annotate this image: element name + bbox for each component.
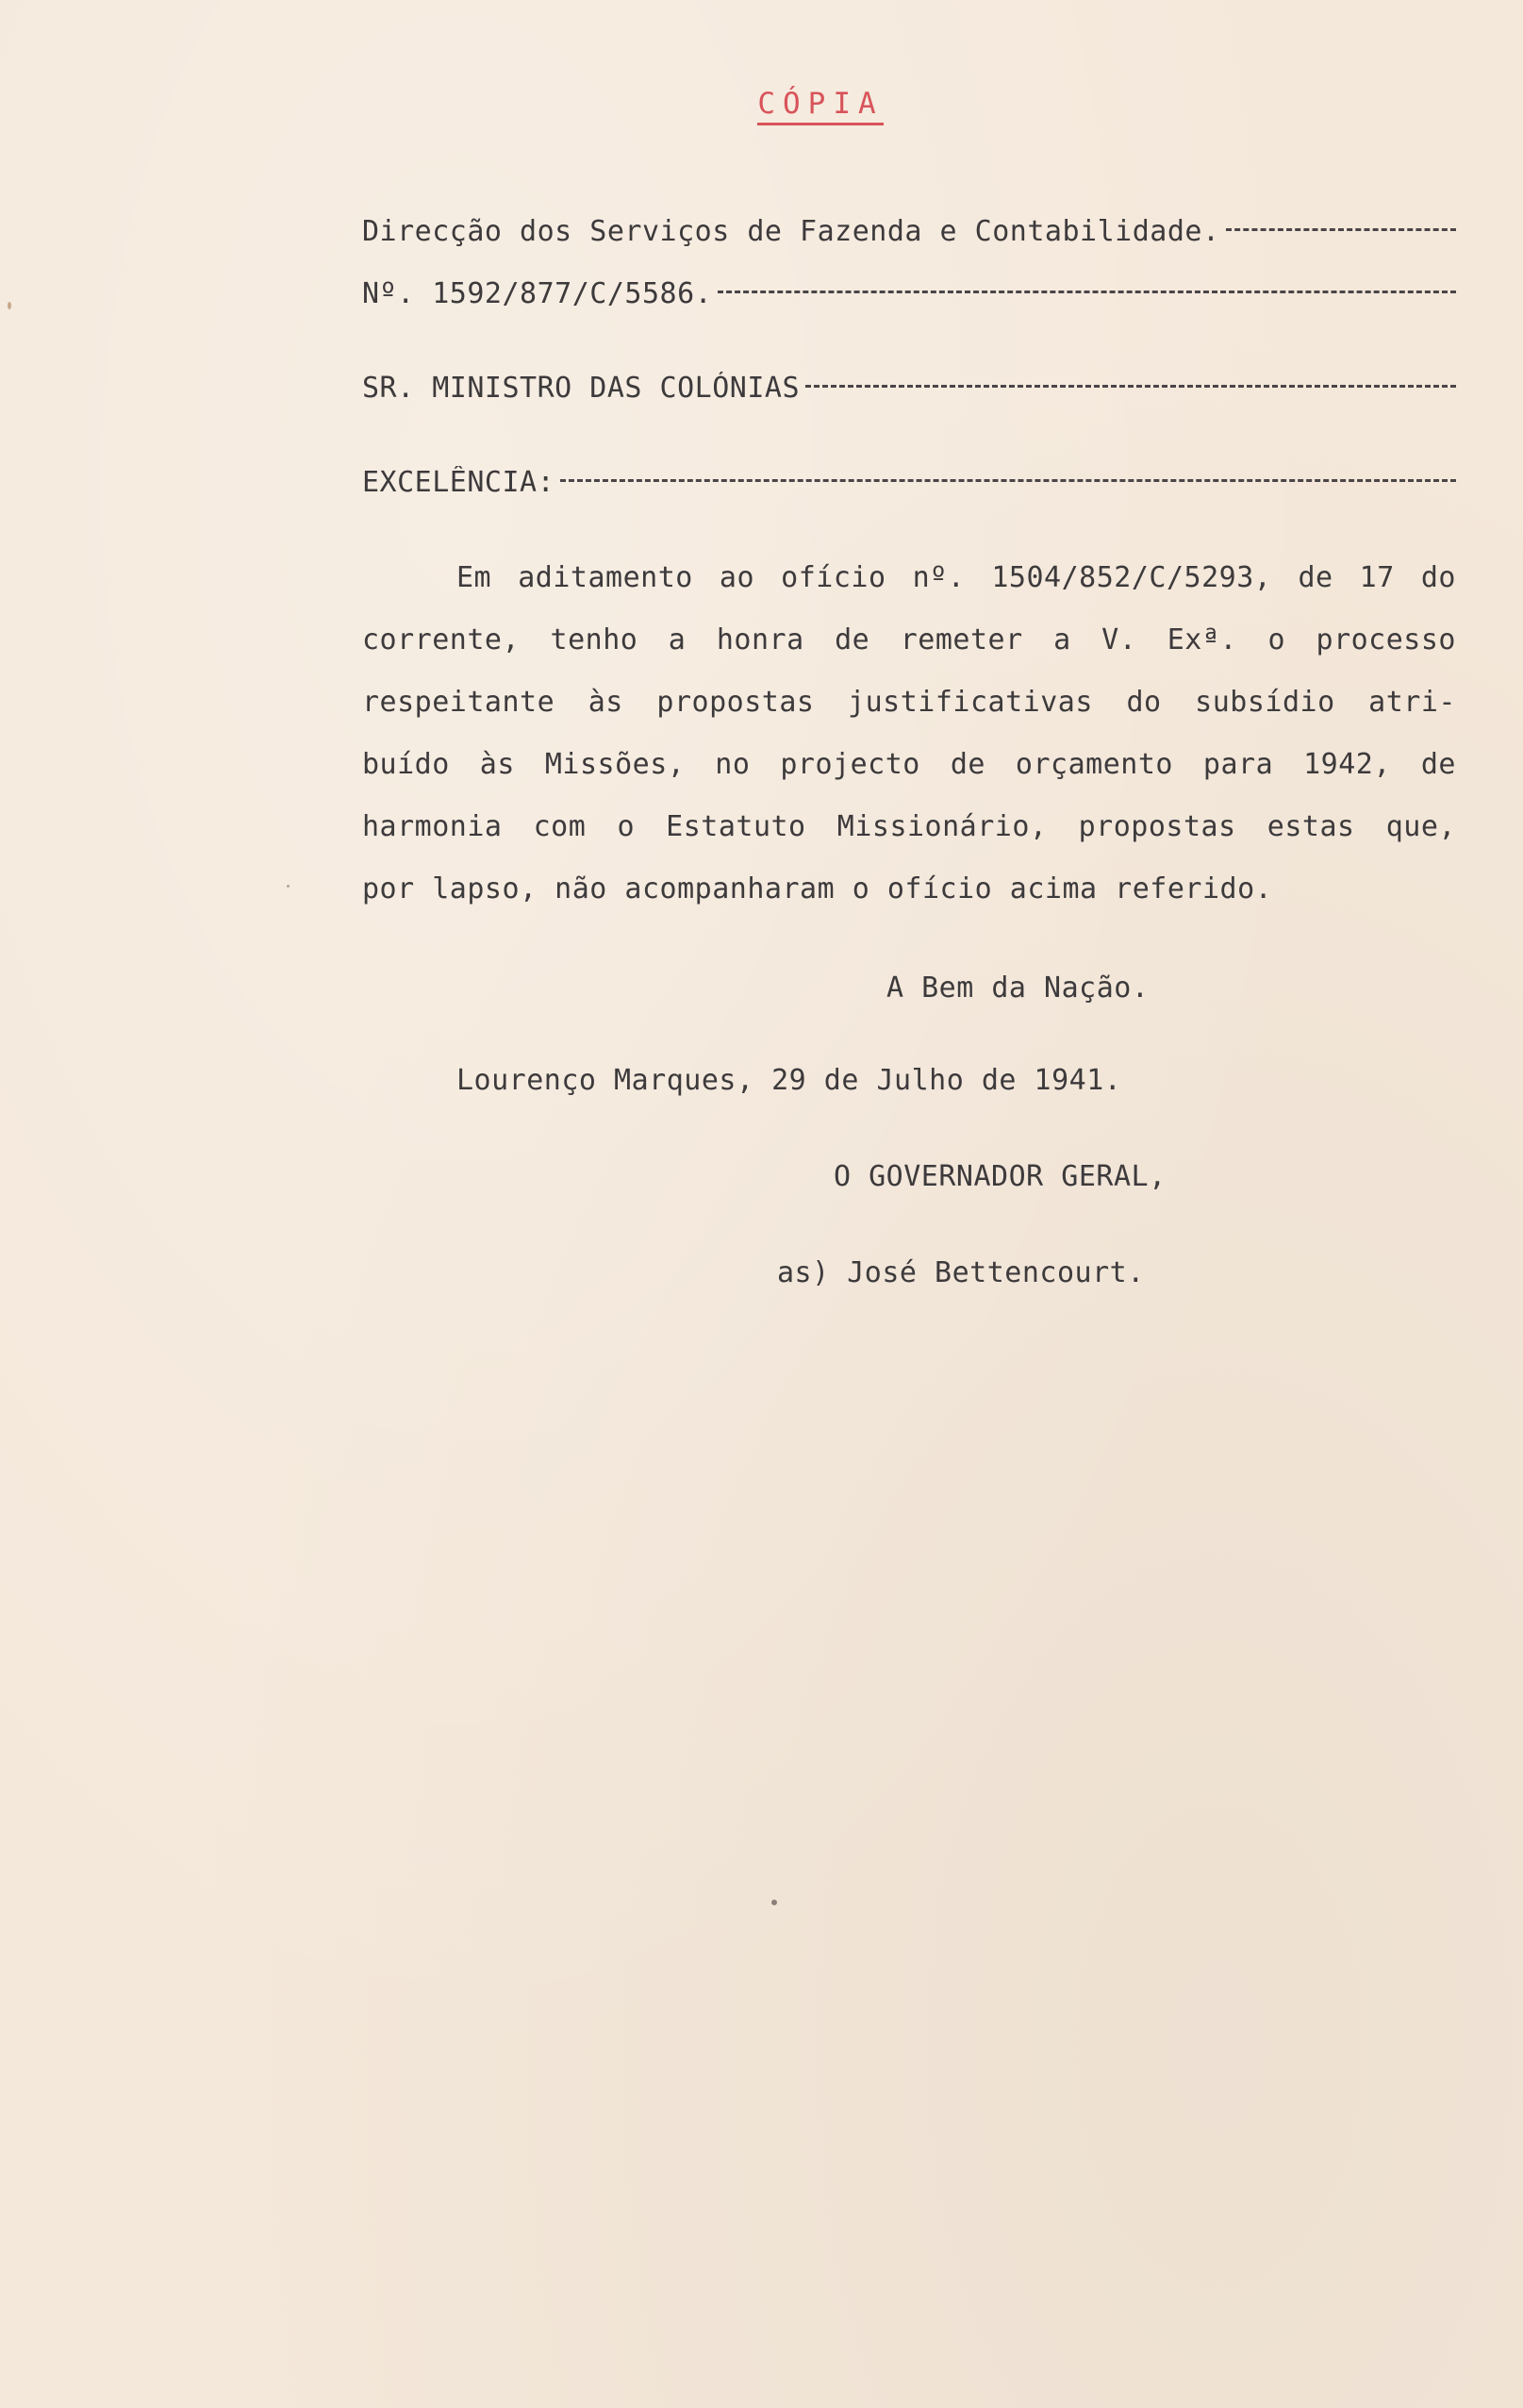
body-line: por lapso, não acompanharam o ofício acima referido. <box>362 872 1273 905</box>
body-line: respeitante às propostas justificativas do subsídio atri- <box>362 686 1456 719</box>
title-text: CÓPIA <box>757 87 883 125</box>
closing-motto: A Bem da Nação. <box>886 972 1150 1005</box>
body-paragraph <box>362 547 1456 921</box>
place-date: Lourenço Marques, 29 de Julho de 1941. <box>456 1064 1122 1097</box>
addressee-line <box>362 372 1456 405</box>
dash-leader <box>718 291 1456 293</box>
salutation-line <box>362 466 1456 499</box>
reference-line <box>362 277 1456 310</box>
dash-leader <box>1226 228 1456 231</box>
dash-leader <box>805 385 1456 388</box>
addressee-text: SR. MINISTRO DAS COLÓNIAS <box>362 372 801 405</box>
body-line: harmonia com o Estatuto Missionário, propostas estas que, <box>362 810 1456 843</box>
salutation-text: EXCELÊNCIA: <box>362 466 555 499</box>
department-text: Direcção dos Serviços de Fazenda e Contabilidade. <box>362 215 1220 248</box>
signatory-title: O GOVERNADOR GERAL, <box>834 1160 1167 1193</box>
paper-speck <box>771 1900 777 1905</box>
paper-speck <box>287 885 290 888</box>
reference-text: Nº. 1592/877/C/5586. <box>362 277 713 310</box>
signature: as) José Bettencourt. <box>777 1256 1145 1289</box>
document-title <box>0 87 1523 121</box>
dash-leader <box>560 479 1456 482</box>
paper-speck <box>8 302 11 309</box>
body-line: Em aditamento ao ofício nº. 1504/852/C/5293, de 17 do <box>456 561 1456 594</box>
body-line: corrente, tenho a honra de remeter a V. Exª. o processo <box>362 623 1456 656</box>
department-line <box>362 215 1456 248</box>
body-line: buído às Missões, no projecto de orçamento para 1942, de <box>362 748 1456 781</box>
